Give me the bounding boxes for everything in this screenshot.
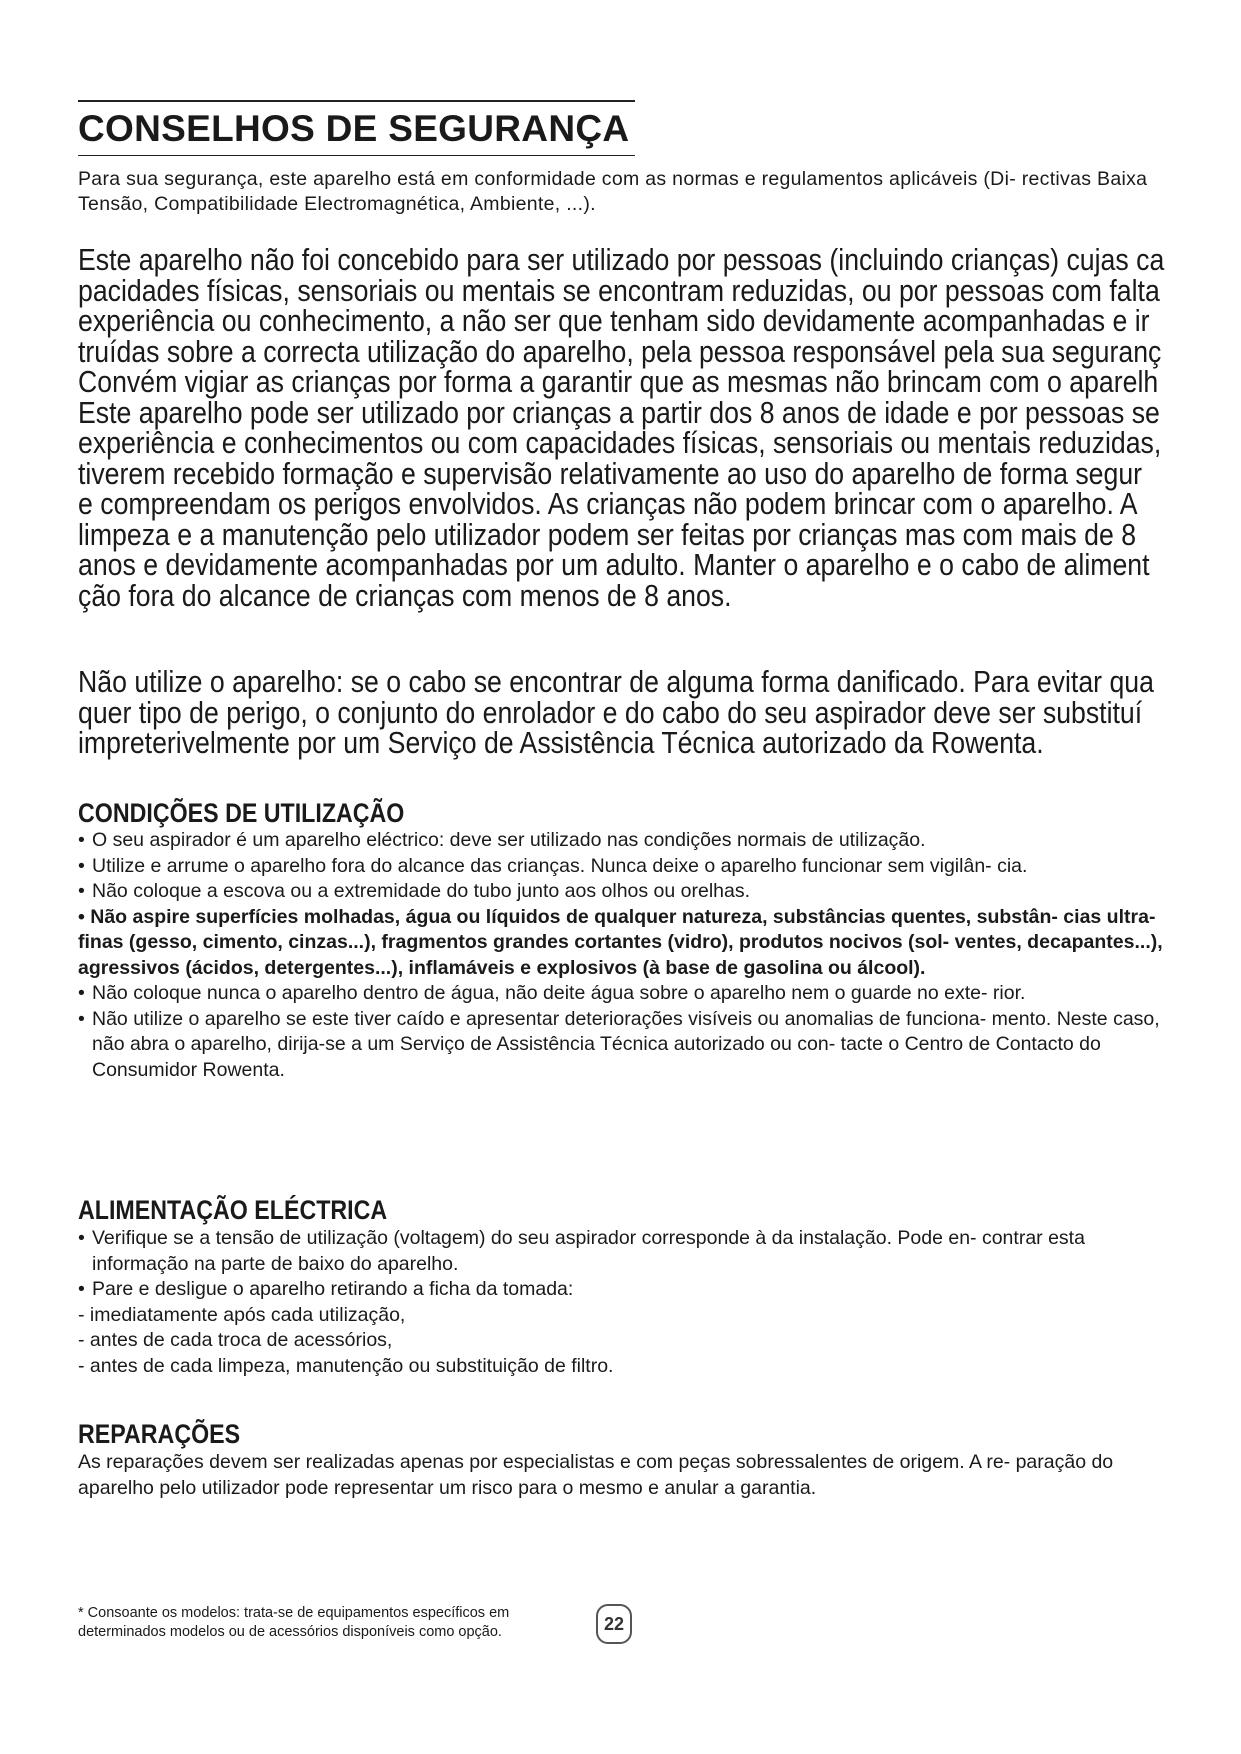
title-underline [78, 155, 635, 156]
list-item-dash: - antes de cada limpeza, manutenção ou substituição de filtro. [78, 1354, 614, 1377]
warning-line: limpeza e a manutenção pelo utilizador podem ser feitas por crianças mas com mais de 8 [78, 516, 1137, 552]
warning-line: anos e devidamente acompanhadas por um adulto. Manter o aparelho e o cabo de aliment [78, 547, 1150, 582]
list-item-dash: - imediatamente após cada utilização, [78, 1303, 406, 1326]
page-title: CONSELHOS DE SEGURANÇA [78, 108, 630, 149]
footnote: * Consoante os modelos: trata-se de equipamentos específicos em determinados modelos ou de acessórios disponíveis como opção. [78, 1605, 510, 1640]
warning-line: Não utilize o aparelho: se o cabo se encontrar de alguma forma danificado. Para evitar qua [78, 664, 1154, 699]
power-heading: ALIMENTAÇÃO ELÉCTRICA [78, 1195, 388, 1225]
repairs-heading: REPARAÇÕES [78, 1419, 241, 1449]
warning-line: ção fora do alcance de crianças com menos de 8 anos. [78, 577, 732, 613]
conditions-list [78, 828, 1178, 1083]
warning-line: experiência e conhecimentos ou com capacidades físicas, sensoriais ou mentais reduzidas, [78, 425, 1162, 460]
list-item: • Não coloque a escova ou a extremidade do tubo junto aos olhos ou orelhas. [78, 879, 1178, 905]
warning-line: Convém vigiar as crianças por forma a garantir que as mesmas não brincam com o aparelh [78, 364, 1159, 399]
warning-block-children [78, 242, 1165, 613]
warning-line: e compreendam os perigos envolvidos. As crianças não podem brincar com o aparelho. A [78, 486, 1138, 521]
warning-line: experiência ou conhecimento, a não ser que tenham sido devidamente acompanhadas e ir [78, 303, 1150, 338]
repairs-paragraph: As reparações devem ser realizadas apenas por especialistas e com peças sobressalentes de origem. A re- paração do aparelho pelo utilizador pode representar um risco para o mesmo e anular a garantia. [78, 1451, 1114, 1499]
list-item: • Não coloque nunca o aparelho dentro de água, não deite água sobre o aparelho nem o guarde no exte- rior. [78, 981, 1178, 1007]
list-item-dash: - antes de cada troca de acessórios, [78, 1329, 393, 1351]
page-number: 22 [596, 1604, 632, 1644]
warning-line: tiverem recebido formação e supervisão relativamente ao uso do aparelho de forma segur [78, 455, 1143, 491]
warning-line: pacidades físicas, sensoriais ou mentais se encontram reduzidas, ou por pessoas com falta [78, 272, 1160, 308]
power-list [78, 1226, 1178, 1379]
list-item: • Pare e desligue o aparelho retirando a ficha da tomada: [78, 1277, 1178, 1303]
list-item: • Verifique se a tensão de utilização (voltagem) do seu aspirador corresponde à da instalação. Pode en- contrar esta informação na parte de baixo do aparelho. [78, 1226, 1178, 1277]
warning-line: Este aparelho pode ser utilizado por crianças a partir dos 8 anos de idade e por pessoas se [78, 394, 1160, 430]
list-item: • Utilize e arrume o aparelho fora do alcance das crianças. Nunca deixe o aparelho funcionar sem vigilân- cia. [78, 854, 1178, 880]
intro-paragraph: Para sua segurança, este aparelho está em conformidade com as normas e regulamentos aplicáveis (Di- rectivas Baixa Tensão, Compatibilidade Electromagnética, Ambiente, ...). [78, 168, 1148, 215]
title-top-rule [78, 100, 635, 102]
conditions-heading: CONDIÇÕES DE UTILIZAÇÃO [78, 798, 405, 828]
warning-line: quer tipo de perigo, o conjunto do enrolador e do cabo do seu aspirador deve ser substituí [78, 694, 1143, 730]
list-item-bold: • Não aspire superfícies molhadas, água ou líquidos de qualquer natureza, substâncias quentes, substân- cias ultra-finas (gesso, cimento, cinzas...), fragmentos grandes cortantes (vidro), produtos nocivos (sol- ventes, decapantes...), agressivos (ácidos, detergentes...), inflamáveis e explosivos (à base de gasolina ou álcool). [78, 905, 1163, 979]
warning-line: impreterivelmente por um Serviço de Assistência Técnica autorizado da Rowenta. [78, 725, 1044, 760]
warning-line: Este aparelho não foi concebido para ser utilizado por pessoas (incluindo crianças) cujas ca [78, 242, 1165, 277]
list-item: • Não utilize o aparelho se este tiver caído e apresentar deteriorações visíveis ou anomalias de funciona- mento. Neste caso, não abra o aparelho, dirija-se a um Serviço de Assistência Técnica autorizado ou con- tacte o Centro de Contacto do Consumidor Rowenta. [78, 1007, 1178, 1084]
list-item: • O seu aspirador é um aparelho eléctrico: deve ser utilizado nas condições normais de utilização. [78, 828, 1178, 854]
warning-line: truídas sobre a correcta utilização do aparelho, pela pessoa responsável pela sua seguranç [78, 333, 1162, 369]
warning-block-cable [78, 664, 1154, 760]
